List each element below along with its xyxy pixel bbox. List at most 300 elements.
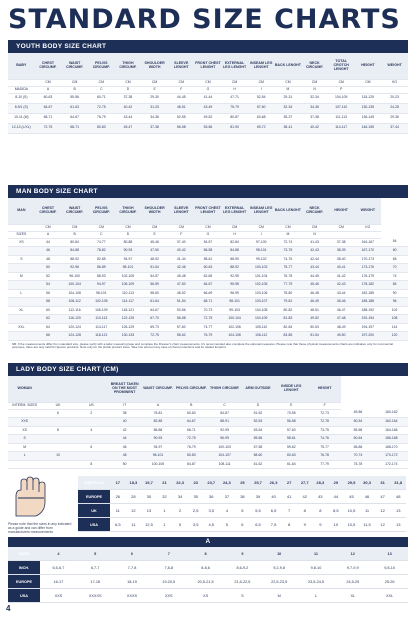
table-cell: 88-92: [61, 255, 88, 264]
table-cell: 23: [188, 476, 204, 490]
table-row: [8, 264, 408, 273]
table-cell: 64-67: [61, 113, 88, 123]
row-label: SIZES: [8, 547, 40, 561]
table-cell: 25-26: [371, 575, 408, 589]
table-cell: 59-62: [275, 443, 308, 452]
man-chart-note: NB: If the measurements differ from standard size, please verify with a tailor measuring tape and complete the Dresser's chart measurements. It's recommended also complete the optional measures. Please note that these physical measurements charts are indicative only for commercial purposes, there are only valid for Sparco products. Note only for the profile product sizes. Take into account any case of chest protections and its related footprint.: [12, 341, 393, 350]
table-cell: 61-62: [241, 460, 274, 469]
table-cell: 26: [110, 490, 126, 504]
table-cell: 62: [35, 315, 62, 324]
table-cell: 47-48: [328, 315, 355, 324]
table-cell: 80-83: [175, 452, 208, 461]
letter-cell: SIZES: [8, 231, 35, 238]
table-cell: 43-44: [115, 113, 142, 123]
table-cell: 56-58: [168, 123, 195, 133]
unit-cell: CM: [328, 79, 355, 86]
table-cell: 3,5: [203, 504, 219, 518]
table-cell: M: [261, 589, 298, 603]
letter-cell: P: [328, 86, 355, 93]
table-cell: 54-57: [141, 272, 168, 281]
table-cell: [8, 247, 35, 256]
table-cell: S: [8, 255, 35, 264]
youth-chart: [8, 40, 408, 134]
table-cell: 21: [157, 476, 173, 490]
table-cell: 58-62: [168, 332, 195, 341]
table-cell: 90-93: [115, 247, 142, 256]
unit-cell: CM: [195, 224, 222, 231]
table-cell: 6,5-6,7: [40, 561, 77, 575]
unit-cell: CM: [141, 79, 168, 86]
table-cell: 38: [235, 490, 251, 504]
row-label: EUROPE: [78, 490, 110, 504]
letter-cell: B: [61, 231, 88, 238]
table-cell: [8, 409, 41, 418]
table-cell: 112-116: [61, 306, 88, 315]
table-cell: M: [8, 443, 41, 452]
letter-row: [8, 86, 408, 93]
table-cell: 74-77: [195, 323, 222, 332]
letter-cell: [328, 231, 355, 238]
table-cell: 96-99: [208, 435, 241, 444]
letter-cell: M: [275, 231, 302, 238]
table-cell: 58-61: [275, 435, 308, 444]
table-cell: 60-63: [175, 409, 208, 418]
unit-cell: CM: [355, 79, 382, 86]
table-cell: 41-43: [301, 238, 328, 247]
table-cell: 104-108: [248, 306, 275, 315]
table-cell: 104-109: [328, 93, 355, 103]
table-cell: 46: [108, 443, 141, 452]
column-header: NECK CIRCUMF.: [301, 53, 328, 79]
table-cell: 26,3: [266, 476, 282, 490]
table-cell: 120: [381, 332, 408, 341]
table-cell: 192-194: [355, 315, 382, 324]
table-cell: 49-52: [195, 113, 222, 123]
unit-cell: CM: [301, 224, 328, 231]
table-cell: 45: [344, 490, 360, 504]
table-cell: 43-44: [328, 289, 355, 298]
row-label: EUROPE: [8, 575, 40, 589]
table-cell: 172-174: [375, 460, 408, 469]
table-row: [8, 123, 408, 133]
column-header: SLEEVE LENGHT: [168, 198, 195, 224]
table-cell: 80-87: [221, 113, 248, 123]
table-cell: 32: [157, 490, 173, 504]
table-cell: XL: [334, 589, 371, 603]
letter-cell: I: [248, 231, 275, 238]
table-cell: 7-7,8: [114, 561, 151, 575]
table-cell: 42-43: [301, 247, 328, 256]
youth-chart-heading: YOUTH BODY SIZE CHART: [8, 40, 408, 53]
man-chart: [8, 185, 408, 352]
table-cell: 8: [297, 504, 313, 518]
table-cell: 52-53: [241, 418, 274, 427]
table-cell: 173-176: [355, 264, 382, 273]
table-cell: 48-51: [168, 103, 195, 113]
column-header: HEIGHT: [355, 53, 382, 79]
column-header: THIGH CIRCUMF.: [115, 53, 142, 79]
table-cell: 42-43: [328, 281, 355, 290]
table-cell: 96-100: [61, 272, 88, 281]
table-cell: 6: [114, 547, 151, 561]
table-cell: 44: [108, 435, 141, 444]
table-cell: 48: [35, 255, 62, 264]
table-cell: 29-31: [275, 93, 302, 103]
letter-cell: MADIDA: [8, 86, 35, 93]
table-cell: 106-112: [248, 332, 275, 341]
table-cell: 86-88: [141, 426, 174, 435]
glove-size-chart: [78, 476, 406, 532]
table-cell: 40-41: [328, 264, 355, 273]
table-cell: 120-124: [61, 323, 88, 332]
table-cell: 48: [390, 490, 406, 504]
table-cell: 160-162: [375, 409, 408, 418]
table-cell: 68-71: [175, 426, 208, 435]
table-cell: 108-111: [208, 460, 241, 469]
table-cell: 88-90: [221, 255, 248, 264]
column-header: HEIGHT: [328, 198, 355, 224]
table-cell: 68-71: [195, 298, 222, 307]
table-row: [8, 435, 408, 444]
table-cell: [8, 315, 35, 324]
table-cell: 36: [203, 490, 219, 504]
table-cell: 90: [381, 289, 408, 298]
table-cell: 60-63: [195, 264, 222, 273]
column-header: MAN: [8, 198, 35, 224]
table-cell: 43: [313, 490, 329, 504]
column-header: WOMAN: [8, 376, 41, 402]
table-cell: 18-19: [114, 575, 151, 589]
table-cell: 62-65: [195, 272, 222, 281]
table-cell: 164-167: [355, 238, 382, 247]
table-cell: 53-56: [168, 306, 195, 315]
table-cell: 65-86: [341, 443, 374, 452]
table-cell: [41, 418, 74, 427]
table-cell: 84-87: [208, 409, 241, 418]
unit-cell: CM: [115, 224, 142, 231]
table-cell: 64-67: [195, 281, 222, 290]
table-cell: 37-44: [381, 123, 408, 133]
column-header: INSEAM LEG LENGHT: [248, 53, 275, 79]
table-cell: 6: [41, 409, 74, 418]
table-cell: 41-44: [195, 93, 222, 103]
table-cell: 88-92: [221, 264, 248, 273]
table-cell: 69-72: [248, 123, 275, 133]
table-cell: 103-107: [248, 298, 275, 307]
letter-cell: D: [115, 86, 142, 93]
table-cell: 188-192: [355, 306, 382, 315]
letter-cell: F: [308, 402, 341, 409]
table-cell: 20-23: [381, 93, 408, 103]
man-size-table: [8, 198, 408, 341]
table-cell: 78-82: [88, 247, 115, 256]
table-cell: 11: [110, 504, 126, 518]
table-cell: 29: [328, 476, 344, 490]
unit-cell: CM: [248, 224, 275, 231]
table-cell: 9: [297, 518, 313, 532]
column-header: WAIST CIRCUMF.: [141, 376, 174, 402]
table-cell: 72-73: [308, 409, 341, 418]
table-cell: 92-95: [208, 426, 241, 435]
table-cell: 105-110: [248, 323, 275, 332]
table-cell: 11,5: [359, 518, 375, 532]
table-cell: 56-58: [168, 315, 195, 324]
table-cell: 54-57: [195, 238, 222, 247]
row-label: WIDTH CM: [78, 476, 110, 490]
table-cell: 84-87: [175, 460, 208, 469]
table-cell: 30: [141, 490, 157, 504]
table-cell: 9,2-9,8: [261, 561, 298, 575]
letter-cell: G: [195, 231, 222, 238]
table-row: [8, 255, 408, 264]
table-cell: 38-40: [328, 255, 355, 264]
table-cell: 73-75: [308, 426, 341, 435]
table-row: [8, 306, 408, 315]
table-cell: 29-30: [141, 93, 168, 103]
column-header: BACK LENGHT: [275, 53, 302, 79]
table-row: [8, 418, 408, 427]
table-cell: 12: [375, 504, 391, 518]
row-label: INCH.: [8, 561, 40, 575]
table-cell: 35: [188, 490, 204, 504]
table-cell: 12: [334, 547, 371, 561]
table-cell: 24,3: [219, 476, 235, 490]
table-cell: 40: [266, 490, 282, 504]
table-cell: 9,8-10: [298, 561, 335, 575]
table-row: [8, 409, 408, 418]
table-cell: 11: [298, 547, 335, 561]
column-header: HEIGHT: [308, 376, 341, 402]
table-cell: 53-54: [241, 426, 274, 435]
table-cell: 146-155: [355, 123, 382, 133]
lady-size-table: [8, 376, 408, 469]
table-cell: 45-46: [301, 281, 328, 290]
table-cell: 50: [108, 460, 141, 469]
table-cell: 45-47: [115, 123, 142, 133]
table-cell: 82-84: [221, 238, 248, 247]
table-cell: 46-48: [301, 289, 328, 298]
table-cell: 76-79: [195, 332, 222, 341]
letter-cell: C: [88, 231, 115, 238]
unit-cell: KG: [381, 79, 408, 86]
table-cell: 47-50: [141, 247, 168, 256]
table-cell: 82-85: [88, 255, 115, 264]
page-title: STANDARD SIZE CHARTS: [8, 4, 401, 35]
table-cell: 75-77: [308, 443, 341, 452]
table-cell: 25: [235, 476, 251, 490]
letter-cell: B: [175, 402, 208, 409]
table-cell: 102-105: [248, 281, 275, 290]
table-cell: 75-77: [275, 264, 302, 273]
letter-cell: UK: [41, 402, 74, 409]
table-cell: 70-73: [195, 306, 222, 315]
table-cell: 51-52: [241, 409, 274, 418]
table-cell: [8, 264, 35, 273]
table-row: [8, 103, 408, 113]
table-cell: 8-9/1 (S): [8, 103, 35, 113]
letter-cell: E: [141, 231, 168, 238]
table-cell: 60-71: [88, 93, 115, 103]
table-cell: 6,5: [266, 504, 282, 518]
table-cell: 164-166: [375, 426, 408, 435]
table-cell: 37-38: [301, 113, 328, 123]
table-cell: 116-120: [61, 315, 88, 324]
letter-cell: I: [248, 86, 275, 93]
column-header: ARM OUTSIDE: [241, 376, 274, 402]
table-cell: [8, 332, 35, 341]
letter-cell: A: [141, 402, 174, 409]
table-cell: 170-172: [375, 452, 408, 461]
table-cell: 96-99: [221, 289, 248, 298]
table-cell: 37-38: [328, 238, 355, 247]
table-cell: 68-71: [35, 113, 62, 123]
table-row: [8, 272, 408, 281]
table-cell: 102: [381, 306, 408, 315]
column-header: SHOULDER WIDTH: [141, 53, 168, 79]
unit-cell: CM: [301, 79, 328, 86]
table-cell: 167-170: [355, 247, 382, 256]
table-cell: 6: [75, 443, 108, 452]
table-cell: 98-101: [221, 298, 248, 307]
unit-cell: CM: [141, 224, 168, 231]
table-cell: 34-36: [141, 113, 168, 123]
letter-cell: [381, 86, 408, 93]
column-header: INSIDE LEG LENGHT: [275, 376, 308, 402]
table-cell: 38-41: [275, 123, 302, 133]
table-cell: 80-84: [61, 238, 88, 247]
sock-size-table: [8, 547, 408, 603]
table-cell: 56-58: [275, 418, 308, 427]
table-cell: 4,5: [203, 518, 219, 532]
table-cell: 74-76: [275, 255, 302, 264]
table-cell: 82-84: [275, 323, 302, 332]
table-cell: XL: [8, 306, 35, 315]
table-cell: 92-95: [221, 272, 248, 281]
table-cell: 107-110: [328, 103, 355, 113]
table-cell: 75-78: [341, 460, 374, 469]
letter-cell: F: [168, 231, 195, 238]
table-cell: 108-112: [61, 298, 88, 307]
table-cell: 52-55: [168, 113, 195, 123]
table-cell: 88-91: [208, 418, 241, 427]
letter-cell: D: [115, 231, 142, 238]
table-cell: 56: [35, 289, 62, 298]
table-cell: 22,3: [172, 476, 188, 490]
table-cell: 51-54: [301, 332, 328, 341]
table-cell: 72-78: [308, 418, 341, 427]
column-header: BACK LENGHT: [275, 198, 302, 224]
table-cell: 22,5-23,5: [261, 575, 298, 589]
table-cell: 56-58: [195, 247, 222, 256]
table-cell: 90-93: [141, 435, 174, 444]
table-row: [78, 490, 406, 504]
table-cell: XXS: [150, 589, 187, 603]
table-cell: 84-88: [221, 247, 248, 256]
table-cell: 61-64: [141, 298, 168, 307]
table-cell: 104-108: [221, 332, 248, 341]
table-cell: 32-34: [275, 103, 302, 113]
glove-hand-note: Please note that the sizes in any indicated as a guide and can differ from manufacturers measurements: [8, 522, 72, 534]
table-cell: 103-106: [248, 289, 275, 298]
table-cell: 52: [35, 272, 62, 281]
table-cell: 60-63: [35, 93, 62, 103]
table-cell: [8, 460, 41, 469]
table-cell: 45-46: [328, 298, 355, 307]
table-cell: 2,5: [188, 504, 204, 518]
table-cell: 1: [157, 504, 173, 518]
table-cell: 4: [40, 547, 77, 561]
table-cell: S: [8, 435, 41, 444]
table-cell: 8-10 (S): [8, 93, 35, 103]
table-row: [8, 323, 408, 332]
table-cell: 68-71: [61, 123, 88, 133]
table-cell: XS: [8, 238, 35, 247]
column-header: INSEAM LEG LENGHT: [248, 198, 275, 224]
units-row: [8, 224, 408, 231]
table-cell: 34: [172, 490, 188, 504]
table-cell: 46-47: [328, 306, 355, 315]
letter-cell: N: [301, 231, 328, 238]
table-cell: 72-75: [141, 332, 168, 341]
table-cell: 50: [35, 264, 62, 273]
table-cell: 10-11 (M): [8, 113, 35, 123]
table-cell: 24,5-25: [334, 575, 371, 589]
table-cell: 96: [381, 298, 408, 307]
table-cell: 19-20,5: [150, 575, 187, 589]
column-header: BABY: [8, 53, 35, 79]
table-cell: 31-33: [141, 103, 168, 113]
sock-size-chart: [8, 537, 408, 603]
table-cell: 64-67: [141, 306, 168, 315]
table-cell: 24-28: [381, 103, 408, 113]
table-cell: 12,5: [141, 518, 157, 532]
table-cell: 25,7: [250, 476, 266, 490]
table-cell: 37-40: [168, 238, 195, 247]
table-cell: 54: [35, 281, 62, 290]
table-cell: 78-80: [275, 289, 302, 298]
column-header: PELVIS CIRCUMF.: [88, 53, 115, 79]
unit-cell: CM: [275, 224, 302, 231]
table-cell: 166-168: [375, 435, 408, 444]
table-cell: 4: [219, 504, 235, 518]
table-cell: 2: [75, 409, 108, 418]
table-row: [8, 315, 408, 324]
table-cell: 77-79: [275, 281, 302, 290]
column-header: BREAST TAKEN ON THE MOST PROMINENT: [108, 376, 141, 402]
unit-cell: CM: [328, 224, 355, 231]
table-cell: 72-75: [35, 123, 62, 133]
table-cell: 55-58: [341, 426, 374, 435]
table-cell: 8: [41, 426, 74, 435]
table-cell: 126-129: [115, 323, 142, 332]
table-cell: 106-109: [88, 306, 115, 315]
table-cell: 102-105: [88, 298, 115, 307]
table-cell: 8,6-9,2: [224, 561, 261, 575]
table-cell: 9: [224, 547, 261, 561]
table-cell: 20,5-21,5: [187, 575, 224, 589]
row-label: USA: [8, 589, 40, 603]
table-cell: 63-68: [248, 113, 275, 123]
table-cell: 28,3: [313, 476, 329, 490]
table-cell: 41-42: [328, 272, 355, 281]
table-cell: L: [8, 289, 35, 298]
table-cell: 100-104: [61, 281, 88, 290]
table-cell: 44: [328, 490, 344, 504]
header-row: [8, 376, 408, 402]
lady-chart-heading: LADY BODY SIZE CHART (CM): [8, 363, 408, 376]
table-cell: 114: [381, 323, 408, 332]
table-cell: 98-101: [115, 264, 142, 273]
